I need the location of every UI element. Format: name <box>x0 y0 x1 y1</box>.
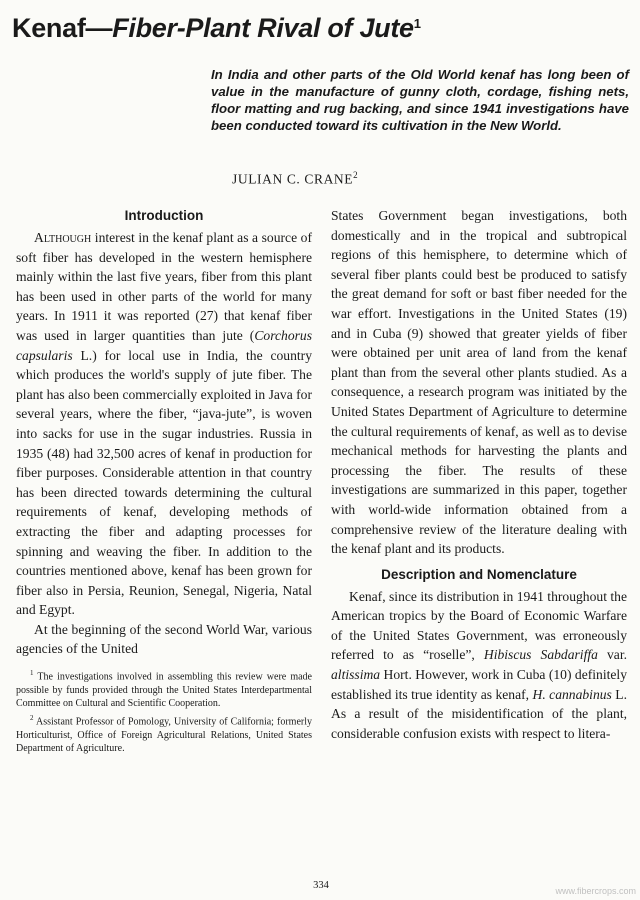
footnote-2-marker: 2 <box>30 714 34 722</box>
footnote-2-text: Assistant Professor of Pomology, University of California; formerly Horticulturist, Office of Foreign Agricultural Relations, United States Department of Agriculture. <box>16 716 312 754</box>
footnote-1-marker: 1 <box>30 669 34 678</box>
description-paragraph-1 <box>331 587 627 744</box>
article-title <box>12 12 632 44</box>
variety-name: altissima <box>331 667 381 683</box>
footnote-2 <box>16 712 312 755</box>
right-column <box>331 206 627 743</box>
desc-text-b: var. <box>597 647 627 663</box>
intro-text-b: L.) for local use in India, the country which produces the world's supply of jute fiber. The plant has also been commercially exploited in Java for several years, where the fiber, “java-jute”, is woven into sacks for use in the sugar industries. Russia in 1935 (48) had 32,500 acres of kenaf in production for fiber purposes. Considerable attention in that country has been directed towards determining the cultural requirements of kenaf, developing methods of extracting the fiber and adapting processes for spinning and weaving the fiber. In addition to the countries mentioned above, kenaf has been grown for fiber also in Persia, Reunion, Senegal, Nigeria, Natal and Egypt. <box>16 347 312 618</box>
footnotes <box>16 667 312 755</box>
section-heading-description: Description and Nomenclature <box>381 566 577 582</box>
section-heading-introduction: Introduction <box>124 208 204 223</box>
intro-paragraph-2: At the beginning of the second World War, various agencies of the United <box>16 621 312 657</box>
desc-text-a: Kenaf, since its distribution in 1941 throughout the American tropics by the Board of Economic Warfare of the United States Government, was erroneously referred to as “roselle”, <box>331 588 627 663</box>
intro-paragraph-1 <box>16 228 312 620</box>
desc-text-d: L. As a result of the misidentification of the plant, considerable confusion exists with respect to litera- <box>331 686 627 741</box>
desc-text-c: Hort. However, work in Cuba (10) definitely established its true identity as kenaf, <box>331 667 627 702</box>
page-number: 334 <box>313 880 329 891</box>
title-main: Kenaf— <box>12 13 113 43</box>
left-column <box>16 206 312 755</box>
intro-paragraph-2-continued: States Government began investigations, both domestically and in the tropical and subtropical regions of this hemisphere, to determine which of several fiber plants could best be produced to satisfy the great demand for soft or bast fiber needed for the war effort. Investigations in the United States (19) and in Cuba (9) showed that greater yields of fiber were obtained per unit area of land from the kenaf plant than from the several other plants studied. As a consequence, a research program was initiated by the United States Department of Agriculture to determine the cultural requirements of kenaf, as well as to devise mechanical methods for harvesting the plants and processing the fiber. The results of these investigations are summarized in this paper, together with world-wide information obtained from a comprehensive review of the literature dealing with the kenaf plant and its products. <box>331 208 627 557</box>
article-lede: In India and other parts of the Old World kenaf has long been of value in the manufacture of gunny cloth, cordage, fishing nets, floor matting and rug backing, and since 1941 investigations have been conducted toward its cultivation in the New World. <box>211 67 629 133</box>
species-name: H. cannabinus <box>532 686 612 702</box>
species-name: Hibiscus Sabdariffa <box>483 647 598 663</box>
title-subtitle: Fiber-Plant Rival of Jute <box>112 13 414 43</box>
watermark: www.fibercrops.com <box>555 886 636 896</box>
author-name: JULIAN C. CRANE <box>232 171 354 187</box>
author-footnote-marker: 2 <box>353 170 359 180</box>
title-footnote-marker: 1 <box>413 16 421 31</box>
footnote-1-text: The investigations involved in assembling this review were made possible by funds provided through the United States Interdepartmental Committee on Cultural and Scientific Cooperation. <box>16 671 312 709</box>
author-byline <box>232 170 432 188</box>
species-name: Corchorus capsularis <box>16 327 312 363</box>
dropcap-word: Although <box>34 230 92 245</box>
footnote-1 <box>16 667 312 710</box>
intro-text-a: interest in the kenaf plant as a source of soft fiber has developed in the western hemisphere mainly within the last five years, fiber from this plant has been used in other parts of the world for many years. In 1911 it was reported (27) that kenaf fiber was used in larger quantities than jute ( <box>16 230 312 343</box>
